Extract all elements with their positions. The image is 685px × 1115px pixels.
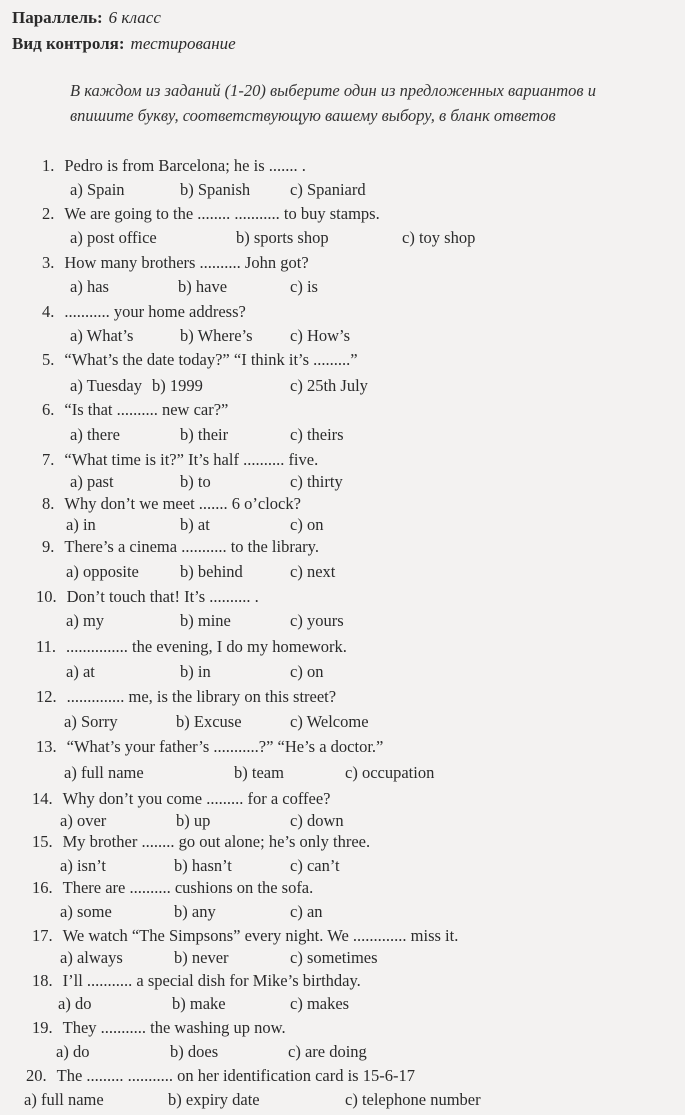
option-c: c) thirty [290,472,343,491]
option-c: c) theirs [290,425,344,444]
parallel-value: 6 класс [108,8,161,27]
question-text: Don’t touch that! It’s .......... . [66,587,259,606]
option-c: c) occupation [345,763,435,782]
option-c: c) next [290,562,336,581]
option-a: a) has [70,277,109,296]
option-c: c) 25th July [290,376,368,395]
option-a: a) What’s [70,326,134,345]
option-b: b) make [172,994,226,1013]
control-type-label: Вид контроля: [12,34,125,53]
option-b: b) Excuse [176,712,242,731]
question-text: .............. me, is the library on this street? [66,687,337,706]
question-number: 11. [36,637,57,656]
question-text: How many brothers .......... John got? [64,253,309,272]
option-c: c) How’s [290,326,351,345]
question-number: 16. [32,878,53,897]
option-c: c) telephone number [345,1090,481,1109]
instruction-line-1: В каждом из заданий (1-20) выберите один из предложенных вариантов и [70,81,596,100]
option-b: b) up [176,811,211,830]
question-text: “What time is it?” It’s half .......... five. [64,450,319,469]
option-a: a) at [66,662,95,681]
option-a: a) full name [24,1090,104,1109]
question-20 [26,1066,415,1086]
parallel-line [12,8,161,28]
question-number: 12. [36,687,57,706]
question-text: “What’s your father’s ...........?” “He’s a doctor.” [66,737,384,756]
option-c: c) an [290,902,323,921]
option-a: a) past [70,472,114,491]
option-b: b) any [174,902,216,921]
option-a: a) over [60,811,107,830]
option-a: a) Sorry [64,712,118,731]
question-text: “What’s the date today?” “I think it’s .........” [64,350,358,369]
option-b: b) to [180,472,211,491]
option-b: b) behind [180,562,243,581]
option-b: b) 1999 [152,376,203,395]
question-number: 19. [32,1018,53,1037]
question-text: ........... your home address? [64,302,246,321]
option-a: a) do [56,1042,90,1061]
control-type-value: тестирование [130,34,236,53]
option-c: c) on [290,662,324,681]
option-c: c) sometimes [290,948,378,967]
option-c: c) makes [290,994,350,1013]
option-a: a) some [60,902,112,921]
question-number: 1. [42,156,55,175]
option-b: b) sports shop [236,228,329,247]
question-text: I’ll ........... a special dish for Mike’s birthday. [62,971,361,990]
question-14 [32,789,331,809]
question-11 [36,637,347,657]
option-a: a) post office [70,228,157,247]
question-9 [42,537,319,557]
question-text: Why don’t you come ......... for a coffee? [62,789,331,808]
instruction [70,78,680,128]
option-c: c) toy shop [402,228,476,247]
question-number: 13. [36,737,57,756]
option-b: b) never [174,948,229,967]
option-b: b) expiry date [168,1090,260,1109]
option-b: b) mine [180,611,231,630]
option-b: b) Spanish [180,180,251,199]
question-text: My brother ........ go out alone; he’s only three. [62,832,371,851]
option-a: a) isn’t [60,856,106,875]
question-number: 20. [26,1066,47,1085]
question-19 [32,1018,286,1038]
option-a: a) in [66,515,96,534]
option-a: a) Spain [70,180,125,199]
question-number: 5. [42,350,55,369]
question-number: 3. [42,253,55,272]
option-c: c) is [290,277,318,296]
question-13 [36,737,383,757]
question-17 [32,926,458,946]
question-number: 15. [32,832,53,851]
option-c: c) down [290,811,344,830]
question-number: 14. [32,789,53,808]
question-number: 2. [42,204,55,223]
option-b: b) at [180,515,210,534]
question-text: We are going to the ........ ........... to buy stamps. [64,204,380,223]
option-c: c) yours [290,611,344,630]
question-5 [42,350,358,370]
question-text: The ......... ........... on her identification card is 15-6-17 [56,1066,415,1085]
option-a: a) full name [64,763,144,782]
question-16 [32,878,313,898]
option-b: b) team [234,763,284,782]
question-text: They ........... the washing up now. [62,1018,286,1037]
question-number: 6. [42,400,55,419]
question-text: We watch “The Simpsons” every night. We ............. miss it. [62,926,459,945]
question-2 [42,204,380,224]
option-c: c) on [290,515,324,534]
option-b: b) have [178,277,228,296]
question-12 [36,687,336,707]
question-text: There are .......... cushions on the sofa. [62,878,314,897]
option-c: c) are doing [288,1042,367,1061]
option-c: c) Welcome [290,712,369,731]
parallel-label: Параллель: [12,8,103,27]
option-a: a) opposite [66,562,139,581]
option-c: c) can’t [290,856,340,875]
question-7 [42,450,318,470]
question-18 [32,971,361,991]
question-text: “Is that .......... new car?” [64,400,229,419]
control-type-line [12,34,236,54]
question-number: 18. [32,971,53,990]
question-number: 4. [42,302,55,321]
option-a: a) always [60,948,123,967]
question-text: Why don’t we meet ....... 6 o’clock? [64,494,301,513]
option-b: b) hasn’t [174,856,232,875]
option-b: b) does [170,1042,219,1061]
question-15 [32,832,370,852]
option-b: b) their [180,425,229,444]
option-b: b) in [180,662,211,681]
question-number: 17. [32,926,53,945]
question-3 [42,253,309,273]
question-number: 10. [36,587,57,606]
question-1 [42,156,306,176]
question-6 [42,400,228,420]
question-8 [42,494,301,514]
option-c: c) Spaniard [290,180,366,199]
question-4 [42,302,246,322]
instruction-line-2: впишите букву, соответствующую вашему выбору, в бланк ответов [70,106,556,125]
question-number: 7. [42,450,55,469]
option-a: a) do [58,994,92,1013]
option-a: a) my [66,611,105,630]
question-number: 9. [42,537,55,556]
question-text: ............... the evening, I do my homework. [66,637,347,656]
option-a: a) there [70,425,120,444]
question-text: Pedro is from Barcelona; he is ....... . [64,156,306,175]
question-10 [36,587,259,607]
question-number: 8. [42,494,55,513]
option-b: b) Where’s [180,326,253,345]
option-a: a) Tuesday [70,376,142,395]
question-text: There’s a cinema ........... to the library. [64,537,319,556]
